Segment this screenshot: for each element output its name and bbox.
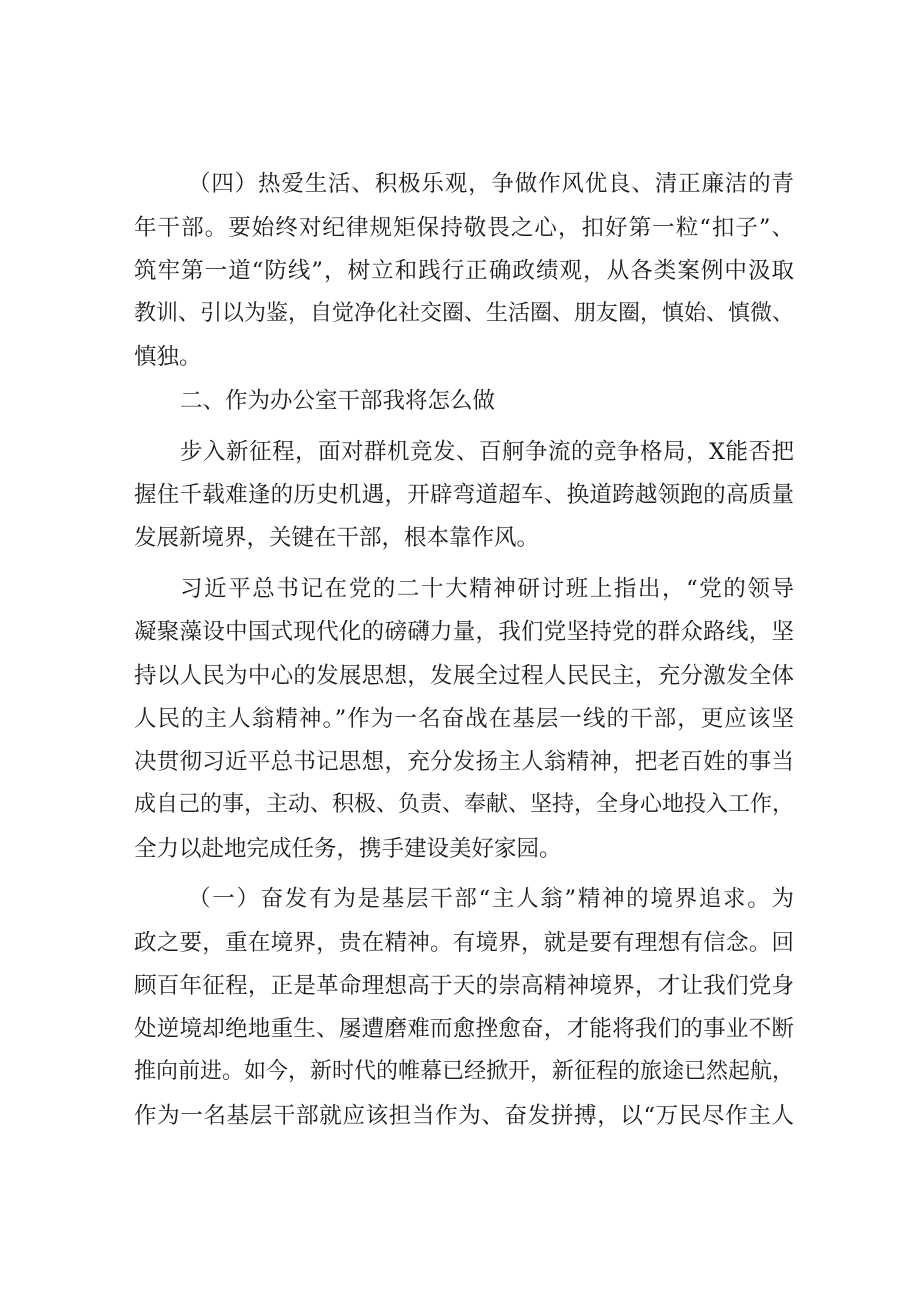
paragraph-3-line-1: 步入新征程，面对群机竞发、百舸争流的竞争格局，X能否把 xyxy=(180,439,794,465)
paragraph-5-line-5: 推向前进。如今，新时代的帷幕已经掀开，新征程的旅途已然起航， xyxy=(134,1059,795,1084)
paragraph-5-line-4: 处逆境却绝地重生、屡遭磨难而愈挫愈奋，才能将我们的事业不断 xyxy=(134,1016,794,1042)
section-heading: 二、作为办公室干部我将怎么做 xyxy=(180,388,496,414)
paragraph-1-line-1: （四）热爱生活、积极乐观，争做作风优良、清正廉洁的青 xyxy=(188,171,794,197)
paragraph-3-line-2: 握住千载难逢的历史机遇，开辟弯道超车、换道跨越领跑的高质量 xyxy=(134,482,794,508)
paragraph-1-line-5: 慎独。 xyxy=(134,344,202,370)
paragraph-4-line-4: 人民的主人翁精神。”作为一名奋战在基层一线的干部，更应该坚 xyxy=(134,706,794,732)
paragraph-4-line-6: 成自己的事，主动、积极、负责、奉献、坚持，全身心地投入工作， xyxy=(134,792,795,817)
paragraph-4-line-7: 全力以赴地完成任务，携手建设美好家园。 xyxy=(134,836,562,862)
paragraph-4-line-5: 决贯彻习近平总书记思想，充分发扬主人翁精神，把老百姓的事当 xyxy=(134,749,794,775)
paragraph-4-line-2: 凝聚藻设中国式现代化的磅礴力量，我们党坚持党的群众路线，坚 xyxy=(134,619,794,645)
paragraph-3-line-3: 发展新境界，关键在干部，根本靠作风。 xyxy=(134,525,540,551)
paragraph-1-line-2: 年干部。要始终对纪律规矩保持敬畏之心，扣好第一粒“扣子”、 xyxy=(134,215,794,241)
paragraph-5-line-1: （一）奋发有为是基层干部“主人翁”精神的境界追求。为 xyxy=(188,886,794,912)
paragraph-4-line-1: 习近平总书记在党的二十大精神研讨班上指出，“党的领导 xyxy=(180,576,794,602)
paragraph-4-line-3: 持以人民为中心的发展思想，发展全过程人民民主，充分激发全体 xyxy=(134,663,794,689)
paragraph-5-line-3: 顾百年征程，正是革命理想高于天的崇高精神境界，才让我们党身 xyxy=(134,973,794,999)
paragraph-1-line-4: 教训、引以为鉴，自觉净化社交圈、生活圈、朋友圈，慎始、慎微、 xyxy=(134,301,795,326)
paragraph-1-line-3: 筑牢第一道“防线”，树立和践行正确政绩观，从各类案例中汲取 xyxy=(134,258,794,284)
paragraph-5-line-6: 作为一名基层干部就应该担当作为、奋发拼搏，以“万民尽作主人 xyxy=(134,1103,794,1129)
paragraph-5-line-2: 政之要，重在境界，贵在精神。有境界，就是要有理想有信念。回 xyxy=(134,930,794,956)
